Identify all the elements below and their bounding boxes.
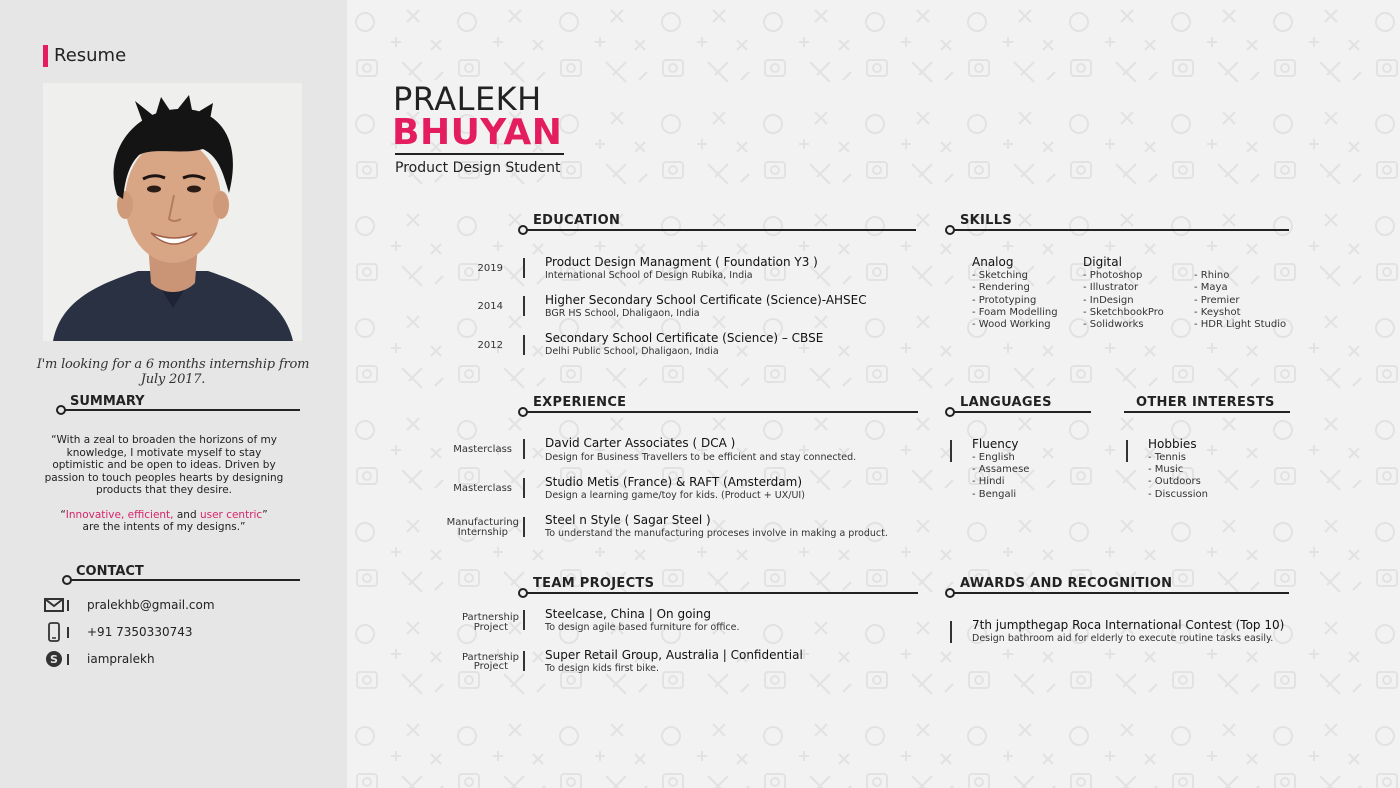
- skype-text[interactable]: iampralekh: [87, 652, 155, 666]
- skill-item: - Foam Modelling: [972, 307, 1058, 318]
- project-title: Super Retail Group, Australia | Confidential: [545, 648, 803, 662]
- project-type: Project: [473, 622, 508, 633]
- team-projects-divider: [524, 592, 918, 594]
- experience-title: Steel n Style ( Sagar Steel ): [545, 513, 711, 527]
- awards-bar: [950, 621, 952, 643]
- hobby-item: - Outdoors: [1148, 476, 1201, 487]
- contact-divider: [68, 579, 300, 581]
- education-title: Higher Secondary School Certificate (Science)-AHSEC: [545, 293, 867, 307]
- digital-label: Digital: [1083, 255, 1122, 269]
- education-school: BGR HS School, Dhaligaon, India: [545, 308, 700, 319]
- experience-title: David Carter Associates ( DCA ): [545, 436, 736, 450]
- award-title: 7th jumpthegap Roca International Contest (Top 10): [972, 618, 1285, 632]
- summary-intents: [40, 509, 288, 534]
- interests-bar: [1126, 440, 1128, 462]
- contact-dot: [62, 575, 72, 585]
- experience-desc: To understand the manufacturing proceses involve in making a product.: [545, 528, 888, 539]
- contact-phone[interactable]: [43, 622, 193, 642]
- fluency-label: Fluency: [972, 437, 1019, 451]
- experience-desc: Design for Business Travellers to be efficient and stay connected.: [545, 452, 857, 463]
- project-title: Steelcase, China | On going: [545, 607, 711, 621]
- skill-item: - InDesign: [1083, 295, 1134, 306]
- skills-heading: SKILLS: [960, 213, 1013, 228]
- skills-divider: [951, 229, 1289, 231]
- analog-label: Analog: [972, 255, 1014, 269]
- skill-item: - Wood Working: [972, 319, 1051, 330]
- awards-divider: [951, 592, 1289, 594]
- intent-close-quote: ”: [262, 508, 268, 521]
- skills-dot: [945, 225, 955, 235]
- summary-paragraph: “With a zeal to broaden the horizons of my knowledge, I motivate myself to stay optimistic and be open to ideas. Driven by passion to touch peoples hearts by designing products that they desire.: [44, 434, 284, 496]
- row-bar: [523, 478, 525, 498]
- name-divider: [395, 153, 564, 155]
- experience-dot: [518, 407, 528, 417]
- summary-heading: SUMMARY: [70, 394, 145, 409]
- contact-email[interactable]: [43, 595, 215, 615]
- hobby-item: - Tennis: [1148, 452, 1187, 463]
- experience-title: Studio Metis (France) & RAFT (Amsterdam): [545, 475, 803, 489]
- project-desc: To design kids first bike.: [545, 663, 659, 674]
- education-dot: [518, 225, 528, 235]
- team-projects-dot: [518, 588, 528, 598]
- experience-type: Masterclass: [453, 444, 512, 455]
- project-type: Partnership: [461, 652, 519, 663]
- summary-dot: [56, 405, 66, 415]
- contact-separator: [67, 654, 69, 665]
- experience-type: Masterclass: [453, 483, 512, 494]
- role-title: Product Design Student: [395, 160, 561, 176]
- phone-text[interactable]: +91 7350330743: [87, 625, 193, 639]
- experience-type: Manufacturing: [446, 517, 519, 528]
- languages-dot: [945, 407, 955, 417]
- project-type: Partnership: [461, 612, 519, 623]
- awards-heading: AWARDS AND RECOGNITION: [960, 576, 1173, 591]
- experience-heading: EXPERIENCE: [533, 395, 627, 410]
- row-bar: [523, 335, 525, 355]
- row-bar: [523, 439, 525, 459]
- row-bar: [523, 258, 525, 278]
- hobby-item: - Music: [1148, 464, 1184, 475]
- skill-item: - Photoshop: [1083, 270, 1143, 281]
- skill-item: - Premier: [1194, 295, 1240, 306]
- summary-text: [40, 434, 288, 534]
- intent-keywords-2: user centric: [199, 508, 263, 521]
- languages-heading: LANGUAGES: [960, 395, 1052, 410]
- skill-item: - SketchbookPro: [1083, 307, 1164, 318]
- team-projects-heading: TEAM PROJECTS: [533, 576, 655, 591]
- mail-icon: [43, 595, 65, 615]
- education-title: Secondary School Certificate (Science) – CBSE: [545, 331, 824, 345]
- education-year: 2014: [477, 301, 503, 312]
- education-divider: [524, 229, 916, 231]
- contact-skype[interactable]: [43, 649, 155, 669]
- summary-divider: [62, 409, 300, 411]
- skill-item: - Maya: [1194, 282, 1228, 293]
- email-text[interactable]: pralekhb@gmail.com: [87, 598, 215, 612]
- contact-heading: CONTACT: [76, 564, 144, 579]
- phone-icon: [43, 622, 65, 642]
- experience-type: Internship: [457, 527, 508, 538]
- sidebar: [0, 0, 347, 788]
- education-year: 2012: [477, 340, 503, 351]
- education-title: Product Design Managment ( Foundation Y3 ): [545, 255, 818, 269]
- hobbies-label: Hobbies: [1148, 437, 1197, 451]
- contact-separator: [67, 627, 69, 638]
- language-item: - Hindi: [972, 476, 1005, 487]
- award-desc: Design bathroom aid for elderly to execute routine tasks easily.: [972, 633, 1274, 644]
- skill-item: - Prototyping: [972, 295, 1037, 306]
- interests-heading: OTHER INTERESTS: [1136, 395, 1275, 410]
- language-item: - Assamese: [972, 464, 1030, 475]
- skill-item: - Rhino: [1194, 270, 1230, 281]
- row-bar: [523, 296, 525, 316]
- intent-keywords-1: Innovative, efficient,: [65, 508, 174, 521]
- skype-icon: [43, 649, 65, 669]
- skill-item: - Sketching: [972, 270, 1028, 281]
- interests-divider: [1124, 411, 1290, 413]
- svg-text:S: S: [50, 653, 58, 666]
- resume-label: Resume: [43, 45, 126, 67]
- skill-item: - Rendering: [972, 282, 1030, 293]
- intent-and: and: [173, 508, 200, 521]
- experience-desc: Design a learning game/toy for kids. (Product + UX/UI): [545, 490, 805, 501]
- awards-dot: [945, 588, 955, 598]
- internship-tagline: I'm looking for a 6 months internship from July 2017.: [36, 357, 310, 387]
- first-name: PRALEKH: [393, 80, 542, 118]
- education-school: International School of Design Rubika, India: [545, 270, 753, 281]
- skill-item: - Illustrator: [1083, 282, 1139, 293]
- education-school: Delhi Public School, Dhaligaon, India: [545, 346, 719, 357]
- skill-item: - HDR Light Studio: [1194, 319, 1287, 330]
- experience-divider: [524, 411, 918, 413]
- languages-divider: [951, 411, 1091, 413]
- skill-item: - Solidworks: [1083, 319, 1144, 330]
- education-year: 2019: [477, 263, 503, 274]
- skill-item: - Keyshot: [1194, 307, 1241, 318]
- project-type: Project: [473, 661, 508, 672]
- language-item: - Bengali: [972, 489, 1017, 500]
- row-bar: [523, 610, 525, 630]
- education-heading: EDUCATION: [533, 213, 621, 228]
- profile-photo: [43, 83, 302, 341]
- contact-separator: [67, 600, 69, 611]
- language-item: - English: [972, 452, 1015, 463]
- languages-bar: [950, 440, 952, 462]
- row-bar: [523, 517, 525, 537]
- row-bar: [523, 651, 525, 671]
- last-name: BHUYAN: [392, 112, 563, 153]
- project-desc: To design agile based furniture for office.: [545, 622, 740, 633]
- hobby-item: - Discussion: [1148, 489, 1208, 500]
- intent-rest: are the intents of my designs.”: [82, 521, 246, 533]
- intent-open-quote: “: [60, 508, 66, 521]
